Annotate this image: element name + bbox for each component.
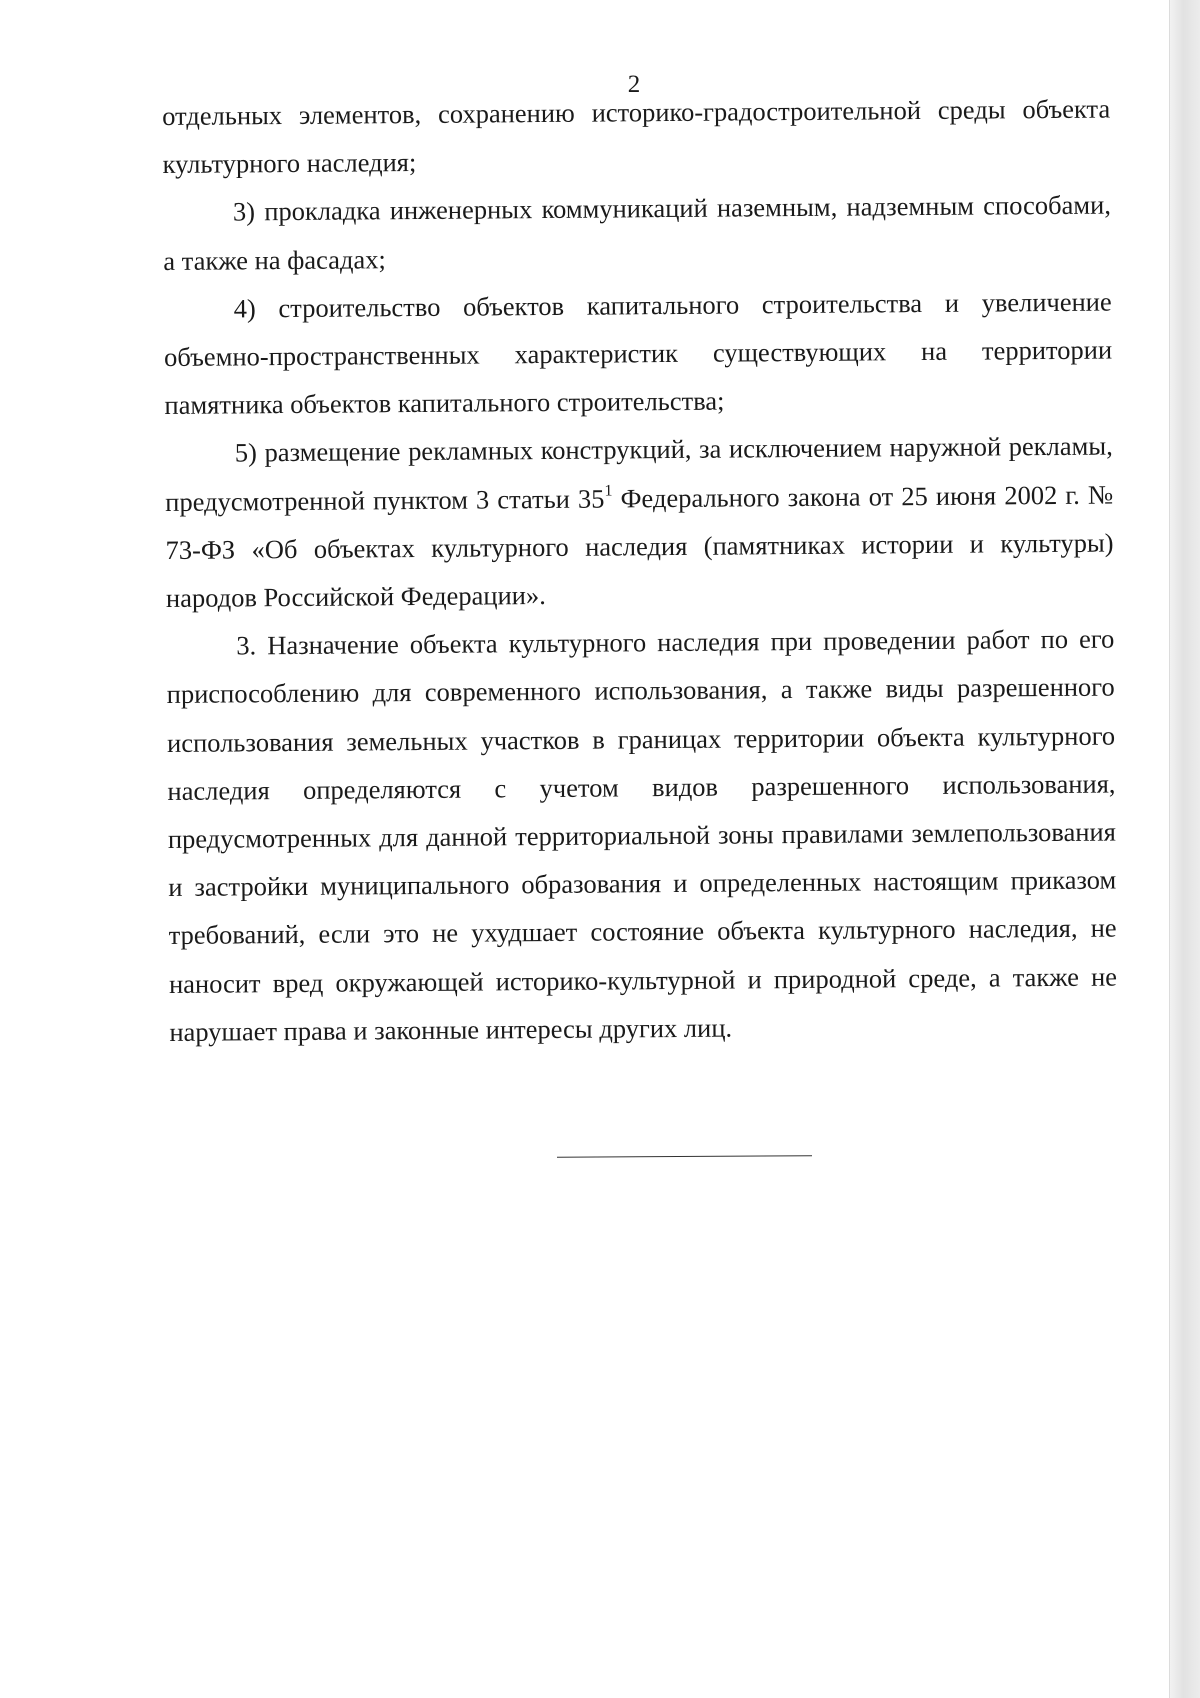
paragraph-continuation: отдельных элементов, сохранению историко-градостроительной среды объекта культурного наследия; [162, 93, 1111, 180]
article-superscript: 1 [604, 482, 613, 500]
end-of-document-rule [557, 1155, 812, 1158]
paragraph-section-3: 3. Назначение объекта культурного наследия при проведении работ по его приспособлению для современного использования, а также виды разрешенного использования земельных участков в границах территории объекта культурного наследия определяются с учетом видов разрешенного использования, предусмотренных для данной территориальной зоны правилами землепользования и застройки муниципального образования и определенных настоящим приказом требований, если это не ухудшает состояние объекта культурного наследия, не наносит вред окружающей историко-культурной и природной среде, а также не нарушает права и законные интересы других лиц. [166, 623, 1118, 1047]
paragraph-item-5 [165, 422, 1114, 622]
paragraph-item-3: 3) прокладка инженерных коммуникаций наземным, надземным способами, а также на фасадах; [163, 189, 1112, 276]
paragraph-item-5-part-2: Федерального закона от 25 июня 2002 г. № 73-ФЗ «Об объектах культурного наследия (памятниках истории и культуры) народов Российской Федерации». [165, 479, 1114, 614]
paragraph-item-4: 4) строительство объектов капитального строительства и увеличение объемно-пространственных характеристик существующих на территории памятника объектов капитального строительства; [163, 286, 1113, 421]
page-edge-shadow [1169, 0, 1200, 1698]
paragraph-item-5-part-1: 5) размещение рекламных конструкций, за исключением наружной рекламы, предусмотренной пунктом 3 статьи 35 [165, 430, 1113, 517]
document-body [162, 85, 1118, 1056]
page-number: 2 [627, 71, 641, 98]
